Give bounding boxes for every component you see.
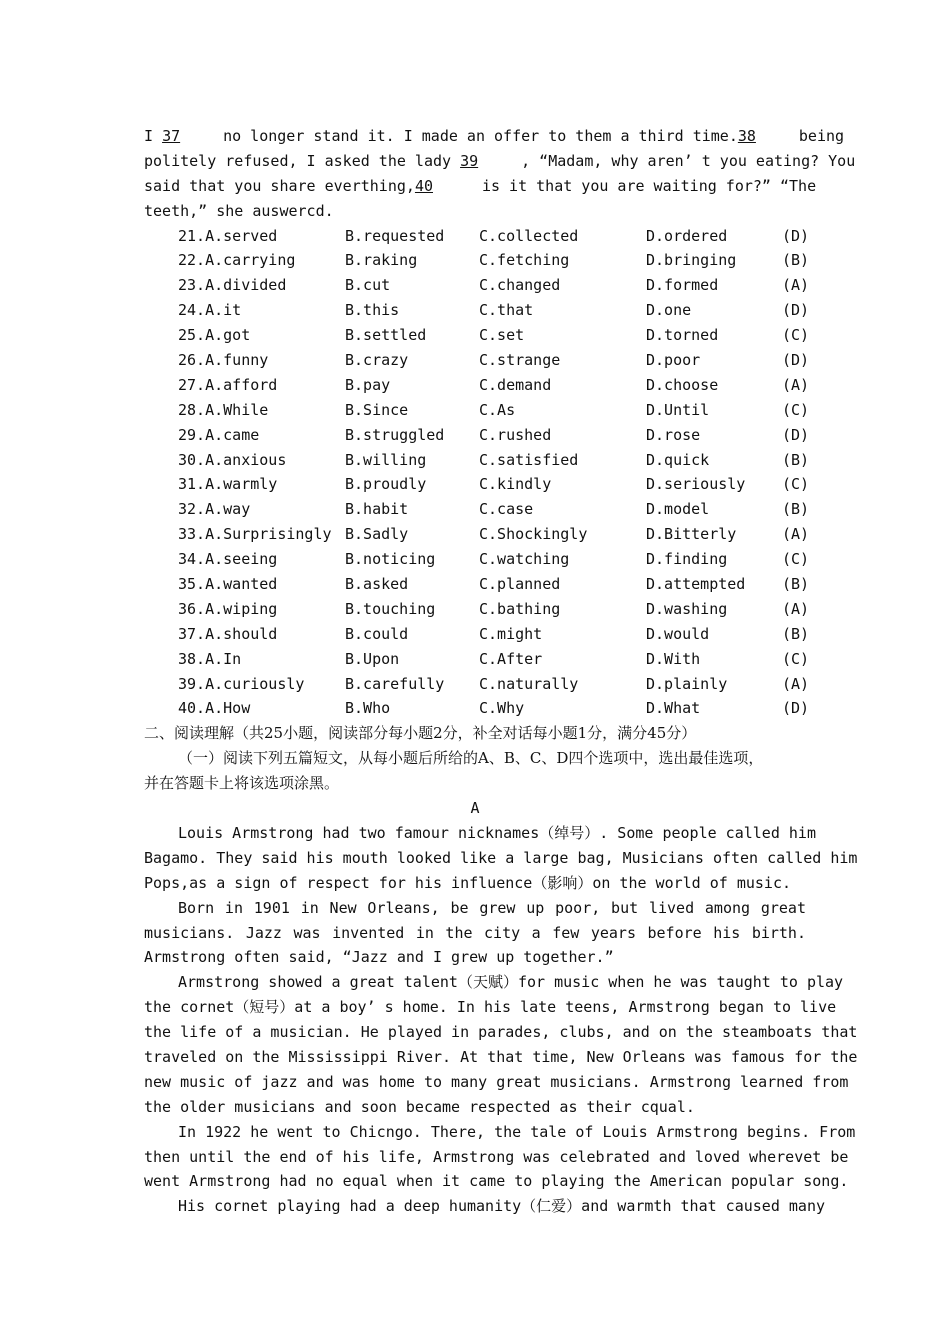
blank-40: 40: [414, 176, 433, 195]
option-c: C.satisfied: [479, 450, 579, 469]
answer-key: (A): [782, 276, 810, 295]
option-d: D.washing: [646, 599, 728, 618]
answer-key: (D): [782, 425, 810, 444]
option-a: A.should: [205, 624, 278, 643]
answer-key: (A): [782, 375, 810, 394]
section-instruction: （一）阅读下列五篇短文，从每小题后所给的A、B、C、D四个选项中，选出最佳选项，: [178, 749, 764, 768]
question-row: [144, 323, 810, 348]
option-b: B.proudly: [345, 475, 427, 494]
option-c: C.naturally: [479, 674, 579, 693]
question-row: [144, 273, 810, 298]
option-c: C.planned: [479, 575, 561, 594]
option-b: B.Sadly: [345, 525, 409, 544]
answer-key: (D): [782, 301, 810, 320]
answer-key: (B): [782, 575, 810, 594]
option-c: C.case: [479, 500, 534, 519]
question-row: [144, 647, 810, 672]
question-number: 31.: [178, 475, 206, 494]
question-number: 29.: [178, 425, 206, 444]
passage-line: the cornet（短号）at a boy’ s home. In his late teens, Armstrong began to live: [144, 998, 837, 1017]
option-d: D.With: [646, 649, 701, 668]
option-b: B.noticing: [345, 550, 436, 569]
option-d: D.poor: [646, 351, 701, 370]
question-number-and-option-a: [144, 423, 345, 448]
option-c: C.kindly: [479, 475, 552, 494]
option-c: C.watching: [479, 550, 570, 569]
answer-key: (B): [782, 450, 810, 469]
question-row: [144, 696, 810, 721]
question-row: [144, 672, 810, 697]
question-number: 22.: [178, 251, 206, 270]
question-number-and-option-a: [144, 298, 345, 323]
question-number-and-option-a: [144, 672, 345, 697]
passage-line: the life of a musician. He played in parades, clubs, and on the steamboats that: [144, 1023, 858, 1042]
passage-line: Armstrong showed a great talent（天赋）for music when he was taught to play: [178, 973, 844, 992]
option-c: C.changed: [479, 276, 561, 295]
section-heading: 二、阅读理解（共25小题，阅读部分每小题2分，补全对话每小题1分，满分45分）: [144, 724, 697, 743]
option-a: A.divided: [205, 276, 287, 295]
question-number: 32.: [178, 500, 206, 519]
option-c: C.strange: [479, 351, 561, 370]
question-number: 24.: [178, 301, 206, 320]
option-a: A.seeing: [205, 550, 278, 569]
question-row: [144, 497, 810, 522]
option-d: D.What: [646, 699, 701, 718]
question-number-and-option-a: [144, 448, 345, 473]
question-number-and-option-a: [144, 323, 345, 348]
option-d: D.one: [646, 301, 692, 320]
option-c: C.demand: [479, 375, 552, 394]
option-b: B.asked: [345, 575, 409, 594]
question-row: [144, 622, 810, 647]
option-b: B.touching: [345, 599, 436, 618]
question-row: [144, 547, 810, 572]
blank-37: 37: [162, 127, 181, 145]
question-number: 37.: [178, 624, 206, 643]
passage-line: traveled on the Mississippi River. At that time, New Orleans was famous for the: [144, 1047, 858, 1066]
passage-line: then until the end of his life, Armstrong was celebrated and loved wherevet be: [144, 1147, 849, 1166]
option-a: A.anxious: [205, 450, 287, 469]
question-row: [144, 224, 810, 249]
question-row: [144, 448, 810, 473]
question-number-and-option-a: [144, 348, 345, 373]
option-a: A.While: [205, 400, 269, 419]
option-c: C.fetching: [479, 251, 570, 270]
option-a: A.warmly: [205, 475, 278, 494]
question-number-and-option-a: [144, 622, 345, 647]
question-row: [144, 348, 810, 373]
passage-line: His cornet playing had a deep humanity（仁爱）and warmth that caused many: [178, 1197, 825, 1216]
option-d: D.finding: [646, 550, 728, 569]
question-number-and-option-a: [144, 373, 345, 398]
section-instruction: 并在答题卡上将该选项涂黑。: [144, 774, 340, 793]
question-row: [144, 373, 810, 398]
answer-key: (C): [782, 649, 810, 668]
passage-line: new music of jazz and was home to many great musicians. Armstrong learned from: [144, 1072, 849, 1091]
passage-line: went Armstrong had no equal when it came to playing the American popular song.: [144, 1172, 849, 1191]
intro-text: is it that you are waiting for?” “The: [481, 176, 817, 195]
intro-text: said that you share everthing,: [144, 176, 415, 195]
option-d: D.model: [646, 500, 710, 519]
passage-label: A: [470, 799, 480, 818]
question-number-and-option-a: [144, 273, 345, 298]
passage-line: musicians. Jazz was invented in the city a few years before his birth.: [144, 923, 806, 942]
option-a: A.funny: [205, 351, 269, 370]
question-number: 39.: [178, 674, 206, 693]
answer-key: (D): [782, 226, 810, 245]
question-row: [144, 572, 810, 597]
answer-key: (A): [782, 674, 810, 693]
option-d: D.torned: [646, 326, 719, 345]
question-number-and-option-a: [144, 497, 345, 522]
option-a: A.way: [205, 500, 251, 519]
question-number: 26.: [178, 351, 206, 370]
answer-key: (A): [782, 599, 810, 618]
question-row: [144, 423, 810, 448]
intro-text: no longer stand it. I made an offer to them a third time.: [223, 127, 738, 145]
intro-line-1: [144, 124, 845, 149]
option-b: B.cut: [345, 276, 391, 295]
option-d: D.rose: [646, 425, 701, 444]
option-b: B.willing: [345, 450, 427, 469]
passage-line: the older musicians and soon became respected as their cqual.: [144, 1097, 695, 1116]
option-b: B.Since: [345, 400, 409, 419]
question-row: [144, 522, 810, 547]
intro-line-3: [144, 174, 817, 199]
option-d: D.attempted: [646, 575, 746, 594]
option-b: B.this: [345, 301, 400, 320]
option-b: B.carefully: [345, 674, 445, 693]
intro-text: politely refused, I asked the lady: [144, 151, 452, 170]
answer-key: (D): [782, 699, 810, 718]
option-b: B.requested: [345, 226, 445, 245]
question-row: [144, 472, 810, 497]
answer-key: (C): [782, 326, 810, 345]
option-a: A.it: [205, 301, 242, 320]
question-row: [144, 597, 810, 622]
option-d: D.Bitterly: [646, 525, 737, 544]
question-number-and-option-a: [144, 224, 345, 249]
passage-line: In 1922 he went to Chicngo. There, the tale of Louis Armstrong begins. From: [178, 1122, 856, 1141]
option-c: C.bathing: [479, 599, 561, 618]
option-b: B.could: [345, 624, 409, 643]
passage-line: Born in 1901 in New Orleans, be grew up poor, but lived among great: [178, 898, 806, 917]
passage-body: [144, 821, 858, 1219]
answer-key: (B): [782, 624, 810, 643]
blank-39: 39: [460, 151, 479, 170]
question-number-and-option-a: [144, 696, 345, 721]
option-b: B.struggled: [345, 425, 445, 444]
option-b: B.pay: [345, 375, 391, 394]
answer-key: (B): [782, 251, 810, 270]
question-number: 21.: [178, 226, 206, 245]
question-number-and-option-a: [144, 597, 345, 622]
question-number-and-option-a: [144, 522, 345, 547]
document-page: [144, 124, 858, 1219]
answer-key: (C): [782, 475, 810, 494]
question-row: [144, 298, 810, 323]
option-a: A.served: [205, 226, 278, 245]
question-number: 40.: [178, 699, 206, 718]
answer-key: (B): [782, 500, 810, 519]
option-c: C.set: [479, 326, 525, 345]
option-a: A.wiping: [205, 599, 278, 618]
answer-key: (D): [782, 351, 810, 370]
blank-38: 38: [737, 127, 756, 145]
option-a: A.carrying: [205, 251, 296, 270]
question-number: 36.: [178, 599, 206, 618]
option-a: A.How: [205, 699, 251, 718]
passage-line: Bagamo. They said his mouth looked like a large bag, Musicians often called him: [144, 848, 858, 867]
question-number: 33.: [178, 525, 206, 544]
option-c: C.Why: [479, 699, 525, 718]
option-d: D.formed: [646, 276, 719, 295]
answer-key: (C): [782, 550, 810, 569]
option-c: C.that: [479, 301, 534, 320]
option-c: C.rushed: [479, 425, 552, 444]
option-a: A.curiously: [205, 674, 305, 693]
option-d: D.ordered: [646, 226, 728, 245]
option-d: D.Until: [646, 400, 710, 419]
question-number-and-option-a: [144, 472, 345, 497]
intro-line-2: [144, 149, 856, 174]
option-d: D.plainly: [646, 674, 728, 693]
option-c: C.As: [479, 400, 516, 419]
intro-text: , “Madam, why aren’ t you eating? You: [521, 151, 856, 170]
option-b: B.crazy: [345, 351, 409, 370]
question-number: 25.: [178, 326, 206, 345]
option-b: B.habit: [345, 500, 409, 519]
option-b: B.raking: [345, 251, 418, 270]
intro-text: being: [798, 127, 845, 145]
question-number: 28.: [178, 400, 206, 419]
option-c: C.might: [479, 624, 543, 643]
option-c: C.collected: [479, 226, 579, 245]
question-number-and-option-a: [144, 547, 345, 572]
answer-key: (C): [782, 400, 810, 419]
intro-line-4: teeth,” she auswercd.: [144, 201, 334, 220]
option-a: A.Surprisingly: [205, 525, 332, 544]
question-number: 34.: [178, 550, 206, 569]
question-number-and-option-a: [144, 248, 345, 273]
question-number-and-option-a: [144, 398, 345, 423]
option-d: D.bringing: [646, 251, 737, 270]
option-d: D.quick: [646, 450, 710, 469]
question-number: 38.: [178, 649, 206, 668]
intro-text: I: [144, 127, 154, 145]
option-a: A.In: [205, 649, 242, 668]
question-number: 27.: [178, 375, 206, 394]
option-b: B.Who: [345, 699, 391, 718]
question-number-and-option-a: [144, 647, 345, 672]
answer-key: (A): [782, 525, 810, 544]
option-d: D.would: [646, 624, 710, 643]
option-a: A.came: [205, 425, 260, 444]
question-row: [144, 248, 810, 273]
option-d: D.seriously: [646, 475, 746, 494]
option-c: C.Shockingly: [479, 525, 588, 544]
option-d: D.choose: [646, 375, 719, 394]
question-number: 35.: [178, 575, 206, 594]
question-number-and-option-a: [144, 572, 345, 597]
option-a: A.got: [205, 326, 251, 345]
option-a: A.wanted: [205, 575, 278, 594]
option-b: B.settled: [345, 326, 427, 345]
passage-line: Louis Armstrong had two famour nicknames（绰号）. Some people called him: [178, 823, 816, 842]
option-c: C.After: [479, 649, 543, 668]
option-a: A.afford: [205, 375, 278, 394]
option-b: B.Upon: [345, 649, 400, 668]
question-number: 23.: [178, 276, 206, 295]
question-number: 30.: [178, 450, 206, 469]
question-list: [144, 224, 810, 722]
passage-line: Pops,as a sign of respect for his influence（影响）on the world of music.: [144, 873, 791, 892]
question-row: [144, 398, 810, 423]
passage-line: Armstrong often said, “Jazz and I grew up together.”: [144, 948, 614, 967]
